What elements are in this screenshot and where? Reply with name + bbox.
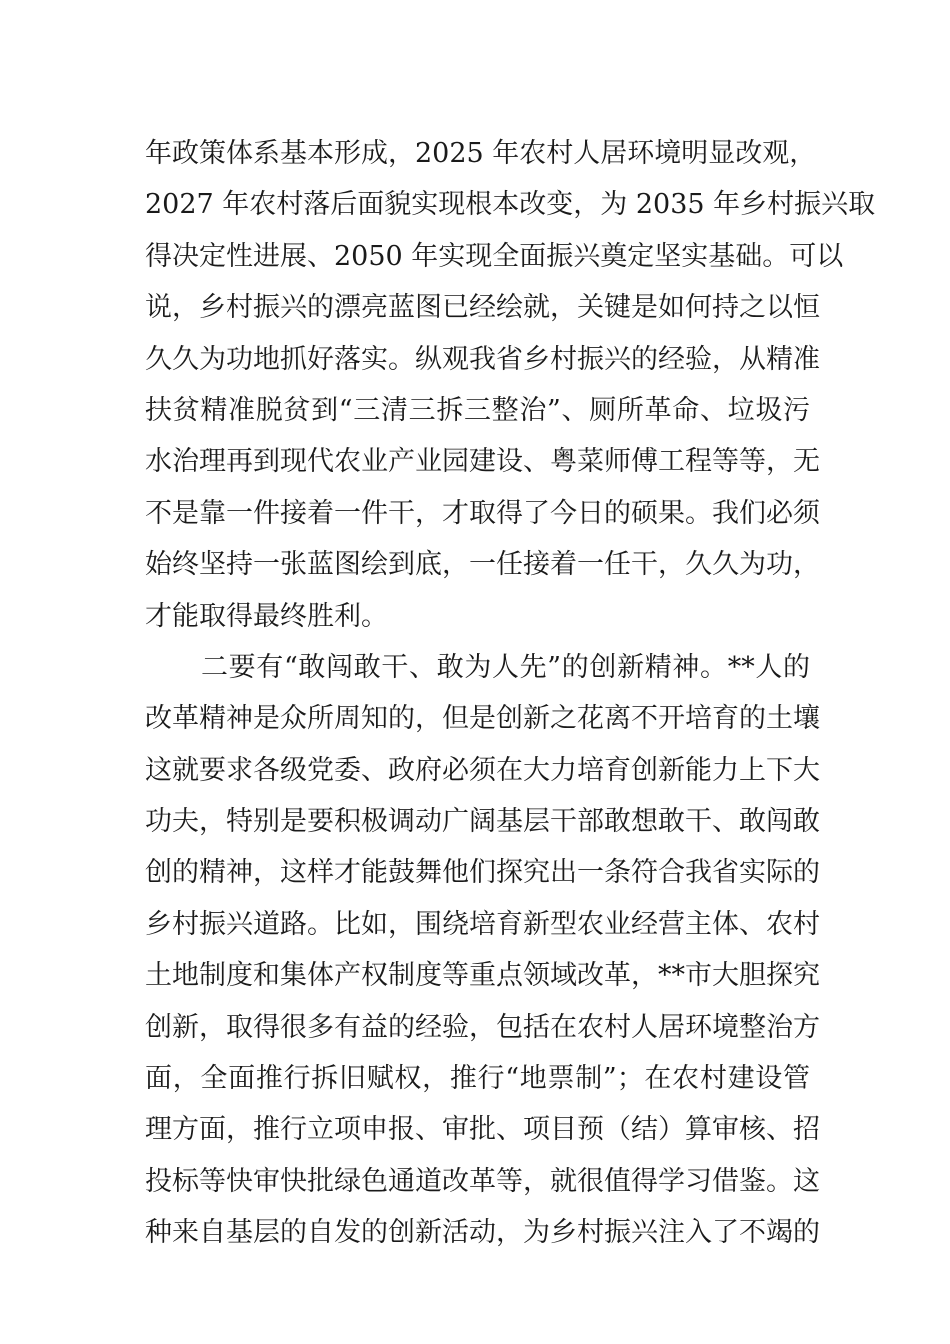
paragraph-first-line: 二要有“敢闯敢干、敢为人先”的创新精神。**人的 — [201, 651, 810, 683]
text-line: 久久为功地抓好落实。纵观我省乡村振兴的经验，从精准 — [145, 343, 820, 375]
text-line: 这就要求各级党委、政府必须在大力培育创新能力上下大 — [145, 754, 820, 786]
text-line: 创新，取得很多有益的经验，包括在农村人居环境整治方 — [145, 1011, 820, 1043]
text-line: 水治理再到现代农业产业园建设、粤菜师傅工程等等，无 — [145, 446, 820, 478]
text-line: 投标等快审快批绿色通道改革等，就很值得学习借鉴。这 — [145, 1165, 820, 1197]
text-line: 乡村振兴道路。比如，围绕培育新型农业经营主体、农村 — [145, 908, 820, 940]
text-line: 面，全面推行拆旧赋权，推行“地票制”；在农村建设管 — [145, 1063, 810, 1095]
text-line: 理方面，推行立项申报、审批、项目预（结）算审核、招 — [145, 1114, 820, 1146]
text-line: 2027 年农村落后面貌实现根本改变，为 2035 年乡村振兴取 — [145, 189, 876, 221]
text-line: 年政策体系基本形成，2025 年农村人居环境明显改观， — [145, 138, 817, 169]
text-line: 功夫，特别是要积极调动广阔基层干部敢想敢干、敢闯敢 — [145, 806, 820, 838]
paragraph-end-line: 才能取得最终胜利。 — [145, 600, 388, 632]
text-line: 扶贫精准脱贫到“三清三拆三整治”、厕所革命、垃圾污 — [145, 394, 810, 426]
text-line: 始终坚持一张蓝图绘到底，一任接着一任干，久久为功， — [145, 549, 820, 581]
body-text — [145, 128, 876, 1259]
text-line: 土地制度和集体产权制度等重点领域改革，**市大胆探究 — [145, 960, 820, 992]
text-line: 得决定性进展、2050 年实现全面振兴奠定坚实基础。可以 — [145, 240, 844, 272]
text-line: 不是靠一件接着一件干，才取得了今日的硕果。我们必须 — [145, 497, 820, 529]
text-line: 改革精神是众所周知的，但是创新之花离不开培育的土壤 — [145, 703, 820, 735]
text-line: 创的精神，这样才能鼓舞他们探究出一条符合我省实际的 — [145, 857, 820, 889]
text-line: 说，乡村振兴的漂亮蓝图已经绘就，关键是如何持之以恒 — [145, 292, 820, 324]
text-line: 种来自基层的自发的创新活动，为乡村振兴注入了不竭的 — [145, 1217, 820, 1249]
